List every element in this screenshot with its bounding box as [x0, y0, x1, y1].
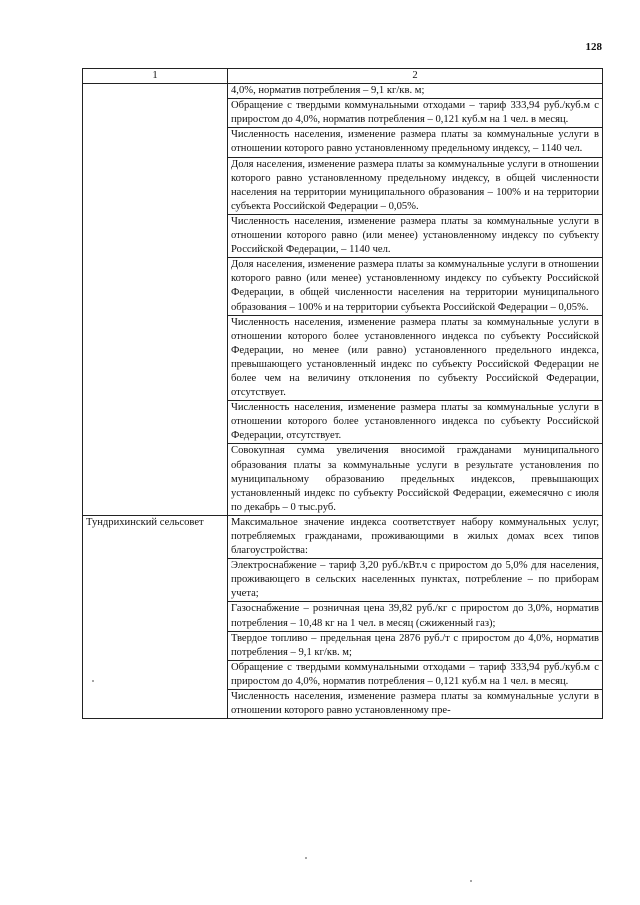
paragraph: Максимальное значение индекса соответствует набору коммунальных услуг, потребляемых гражданами, проживающими в жилых домах всех типов благоустройства:: [228, 516, 602, 559]
table-row: [83, 84, 603, 516]
paragraph: Электроснабжение – тариф 3,20 руб./кВт.ч с приростом до 5,0% для населения, проживающего в сельских населенных пунктах, потребление – по приборам учета;: [228, 559, 602, 602]
scan-speck: [470, 880, 472, 882]
scan-speck: [92, 680, 94, 682]
paragraph: Численность населения, изменение размера платы за коммунальные услуги в отношении которого равно установленному пре-: [231, 691, 599, 717]
table-row: [83, 515, 603, 718]
paragraph: Твердое топливо – предельная цена 2876 руб./т с приростом до 4,0%, норматив потребления – 9,1 кг/кв. м;: [228, 632, 602, 661]
municipality-cell: Тундрихинский сельсовет: [83, 515, 228, 718]
paragraph: 4,0%, норматив потребления – 9,1 кг/кв. м;: [228, 84, 602, 99]
header-cell-2: 2: [228, 69, 603, 84]
document-table: [82, 68, 603, 719]
paragraph: Газоснабжение – розничная цена 39,82 руб./кг с приростом до 3,0%, норматив потребления – 10,48 кг на 1 чел. в месяц (сжиженный газ);: [228, 602, 602, 631]
paragraph: Совокупная сумма увеличения вносимой гражданами муниципального образования платы за коммунальные услуги в результате установления по муниципальному образованию предельных индексов, превышающих установленный индекс по субъекту Российской Федерации, ежемесячно с июля по декабрь – 0 тыс.руб.: [231, 445, 599, 513]
paragraph: Численность населения, изменение размера платы за коммунальные услуги в отношении которого равно (или менее) установленному индексу по субъекту Российской Федерации, – 1140 чел.: [228, 215, 602, 258]
content-cell: [228, 84, 603, 516]
content-cell: [228, 515, 603, 718]
scan-speck: [305, 857, 307, 859]
municipality-cell: [83, 84, 228, 516]
paragraph: Численность населения, изменение размера платы за коммунальные услуги в отношении которого более установленного индекса по субъекту Российской Федерации, отсутствует.: [228, 401, 602, 444]
table-header-row: [83, 69, 603, 84]
header-cell-1: 1: [83, 69, 228, 84]
paragraph: Численность населения, изменение размера платы за коммунальные услуги в отношении которого более установленного индекса по субъекту Российской Федерации, но менее (или равно) установленного предельного индекса, превышающего установленный индекс по субъекту Российской Федерации не более чем на величину отклонения по субъекту Российской Федерации, отсутствует.: [228, 316, 602, 402]
paragraph: Численность населения, изменение размера платы за коммунальные услуги в отношении которого равно установленному предельному индексу, – 1140 чел.: [228, 128, 602, 157]
paragraph: Обращение с твердыми коммунальными отходами – тариф 333,94 руб./куб.м с приростом до 4,0%, норматив потребления – 0,121 куб.м на 1 чел. в месяц.: [228, 661, 602, 690]
page-number: 128: [585, 41, 602, 53]
paragraph: Обращение с твердыми коммунальными отходами – тариф 333,94 руб./куб.м с приростом до 4,0%, норматив потребления – 0,121 куб.м на 1 чел. в месяц.: [228, 99, 602, 128]
paragraph: Доля населения, изменение размера платы за коммунальные услуги в отношении которого равно (или менее) установленному индексу по субъекту Российской Федерации, в общей численности населения на территории муниципального образования – 100% и на территории субъекта Российской Федерации – 0,05%.: [228, 258, 602, 315]
paragraph: Доля населения, изменение размера платы за коммунальные услуги в отношении которого равно установленному предельному индексу, в общей численности населения на территории муниципального образования – 100% и на территории субъекта Российской Федерации – 0,05%.: [228, 158, 602, 215]
